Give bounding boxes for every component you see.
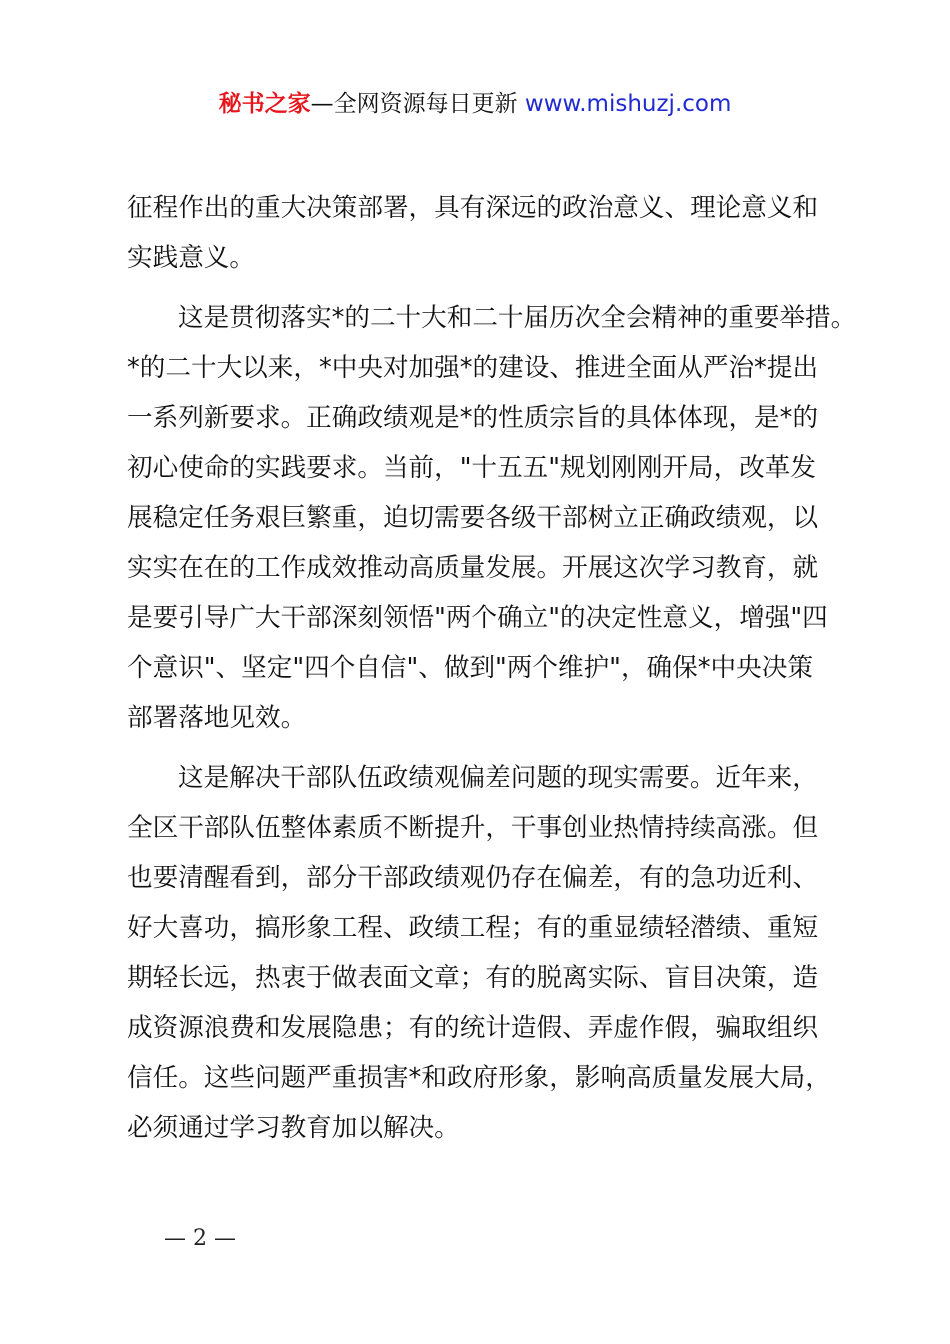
text-line: *的二十大以来，*中央对加强*的建设、推进全面从严治*提出: [127, 353, 819, 383]
text-line: 信任。这些问题严重损害*和政府形象，影响高质量发展大局，: [127, 1063, 831, 1093]
website-link[interactable]: www.mishuzj.com: [524, 91, 732, 117]
text-line: 部署落地见效。: [127, 703, 307, 733]
text-line: 初心使命的实践要求。当前，"十五五"规划刚刚开局，改革发: [127, 453, 816, 483]
brand-name: 秘书之家: [218, 91, 311, 117]
text-line: 个意识"、坚定"四个自信"、做到"两个维护"，确保*中央决策: [127, 653, 813, 683]
text-line: 期轻长远，热衷于做表面文章；有的脱离实际、盲目决策，造: [127, 963, 819, 993]
page-header: [0, 86, 950, 122]
body-text: [127, 183, 857, 1163]
paragraph-2: [127, 293, 857, 743]
text-line: 这是解决干部队伍政绩观偏差问题的现实需要。近年来，: [178, 763, 818, 793]
text-line: 也要清醒看到，部分干部政绩观仍存在偏差，有的急功近利、: [127, 863, 819, 893]
text-line: 实实在在的工作成效推动高质量发展。开展这次学习教育，就: [127, 553, 819, 583]
text-line: 是要引导广大干部深刻领悟"两个确立"的决定性意义，增强"四: [127, 603, 828, 633]
page-number: — 2 —: [164, 1226, 236, 1251]
text-line: 这是贯彻落实*的二十大和二十届历次全会精神的重要举措。: [178, 303, 857, 333]
text-line: 展稳定任务艰巨繁重，迫切需要各级干部树立正确政绩观，以: [127, 503, 819, 533]
text-line: 成资源浪费和发展隐患；有的统计造假、弄虚作假，骗取组织: [127, 1013, 819, 1043]
paragraph-1: [127, 183, 835, 283]
text-line: 全区干部队伍整体素质不断提升，干事创业热情持续高涨。但: [127, 813, 819, 843]
text-line: 一系列新要求。正确政绩观是*的性质宗旨的具体体现，是*的: [127, 403, 819, 433]
header-tagline: —全网资源每日更新: [310, 91, 525, 117]
text-line: 必须通过学习教育加以解决。: [127, 1113, 460, 1143]
text-line: 征程作出的重大决策部署，具有深远的政治意义、理论意义和: [127, 193, 819, 223]
text-line: 好大喜功，搞形象工程、政绩工程；有的重显绩轻潜绩、重短: [127, 913, 819, 943]
text-line: 实践意义。: [127, 243, 255, 273]
paragraph-3: [127, 753, 835, 1153]
